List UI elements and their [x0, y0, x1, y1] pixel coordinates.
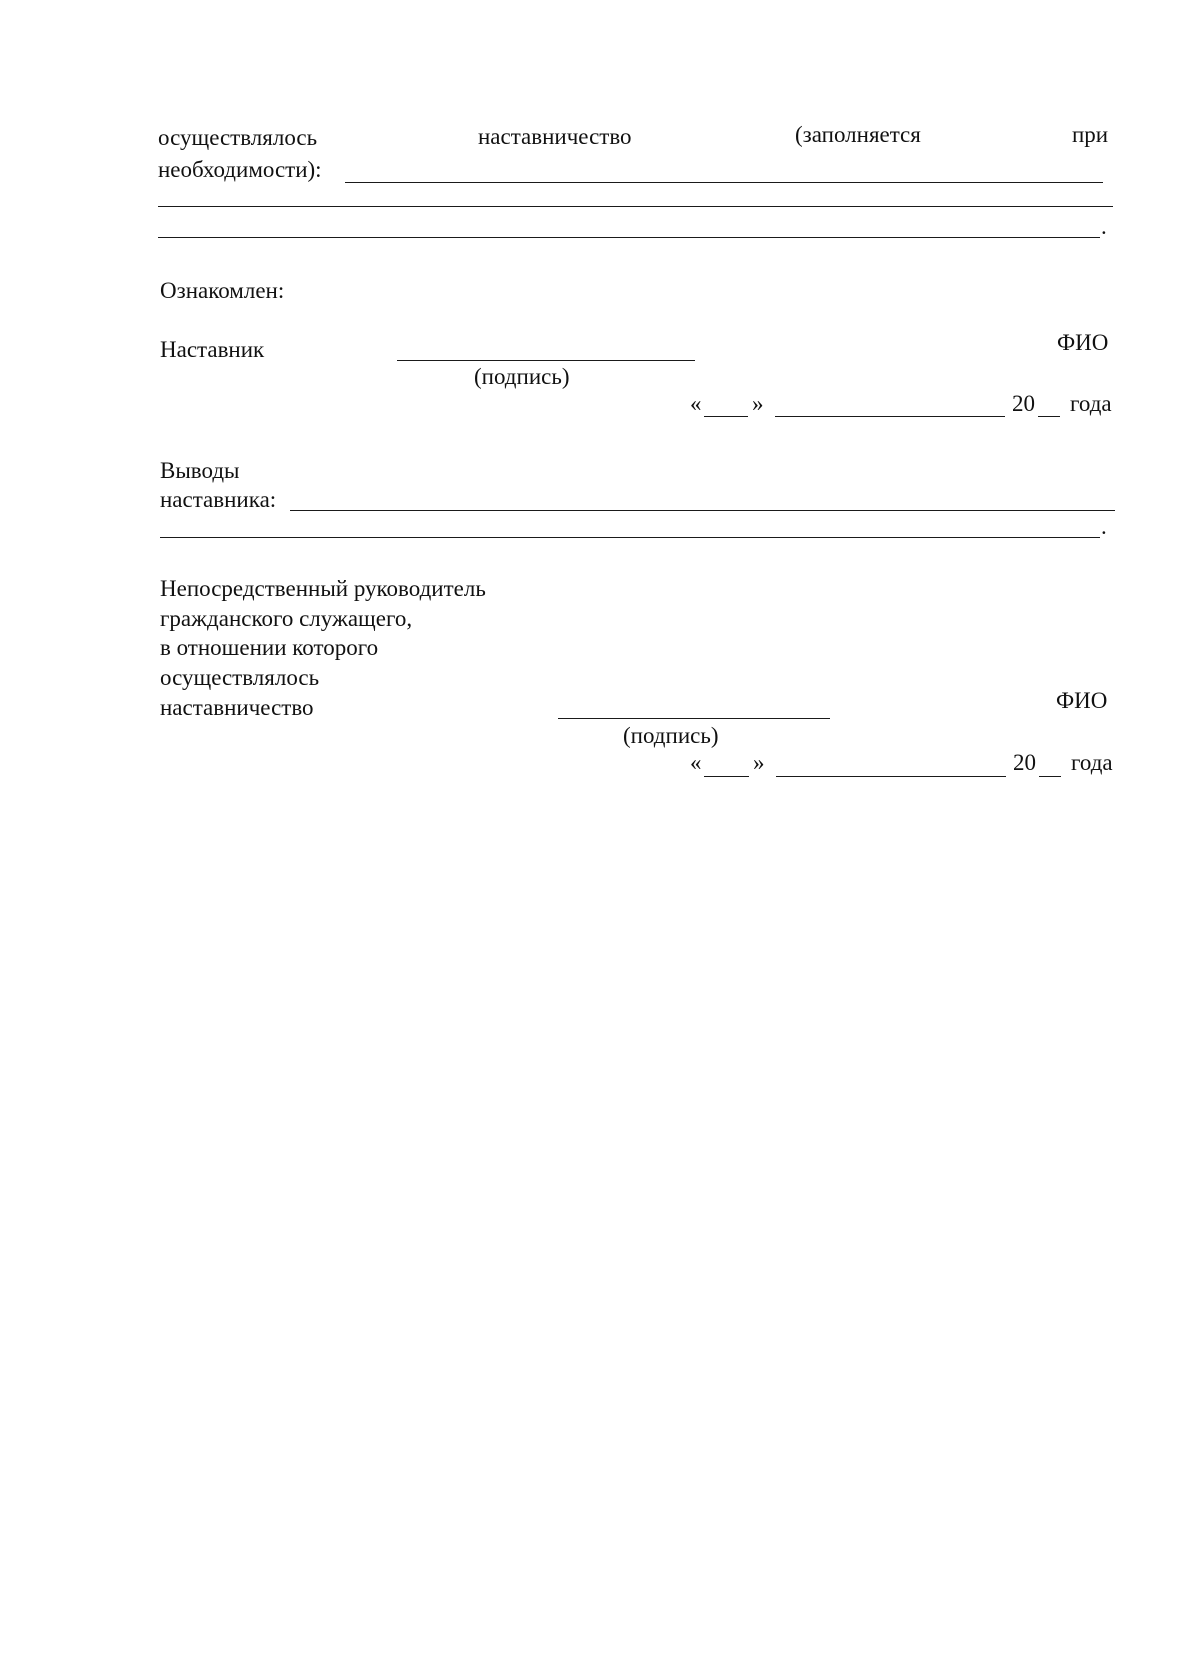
manager-signature-line[interactable]: [558, 718, 830, 719]
manager-fio-label: ФИО: [1056, 688, 1108, 713]
conclusions-label-line1: Выводы: [160, 458, 240, 483]
mentor-signature-caption: (подпись): [474, 364, 570, 389]
manager-year-suffix: года: [1071, 750, 1113, 775]
scope-word-4: при: [1072, 122, 1109, 147]
mentor-year-prefix: 20: [1012, 391, 1035, 416]
mentor-year-line[interactable]: [1038, 416, 1060, 417]
scope-word-1: осуществлялось: [158, 125, 318, 150]
manager-year-prefix: 20: [1013, 750, 1036, 775]
acknowledged-label: Ознакомлен:: [160, 278, 285, 303]
manager-date-day-line[interactable]: [704, 776, 749, 777]
conclusions-label-line2: наставника:: [160, 487, 277, 512]
conclusions-fill-line-1[interactable]: [290, 510, 1115, 511]
manager-date-open-quote: «: [690, 750, 702, 775]
scope-necessity-label: необходимости):: [158, 157, 322, 182]
manager-signature-caption: (подпись): [623, 723, 719, 748]
scope-fill-line-3[interactable]: [158, 237, 1100, 238]
mentor-year-suffix: года: [1070, 391, 1112, 416]
manager-role-line1: Непосредственный руководитель: [160, 576, 486, 601]
mentor-role-label: Наставник: [160, 337, 265, 362]
mentor-date-day-line[interactable]: [704, 416, 748, 417]
manager-role-line4: осуществлялось: [160, 665, 320, 690]
scope-word-3: (заполняется: [795, 122, 921, 147]
conclusions-fill-line-2[interactable]: [160, 537, 1100, 538]
scope-fill-line-1[interactable]: [345, 182, 1103, 183]
manager-date-month-line[interactable]: [776, 776, 1006, 777]
manager-role-line5: наставничество: [160, 695, 314, 720]
manager-date-close-quote: »: [753, 750, 765, 775]
mentor-date-month-line[interactable]: [775, 416, 1005, 417]
scope-fill-line-2[interactable]: [158, 206, 1113, 207]
mentor-date-close-quote: »: [752, 391, 764, 416]
mentor-fio-label: ФИО: [1057, 330, 1109, 355]
manager-role-line2: гражданского служащего,: [160, 606, 413, 631]
manager-role-line3: в отношении которого: [160, 635, 379, 660]
mentor-signature-line[interactable]: [397, 360, 695, 361]
scope-end-period: .: [1101, 214, 1107, 239]
manager-year-line[interactable]: [1039, 776, 1061, 777]
scope-word-2: наставничество: [478, 124, 632, 149]
mentor-date-open-quote: «: [690, 391, 702, 416]
conclusions-end-period: .: [1101, 514, 1107, 539]
